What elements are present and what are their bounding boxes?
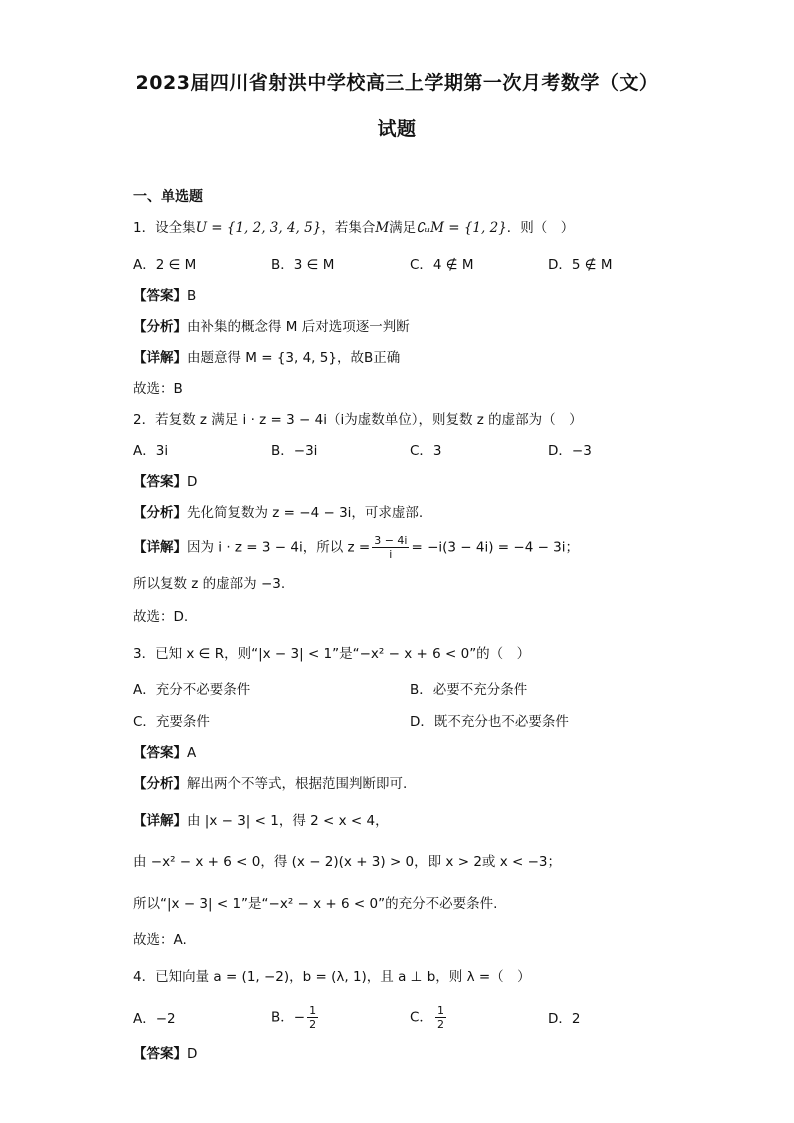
- q2-analysis: 【分析】先化简复数为 z = −4 − 3i，可求虚部.: [133, 505, 424, 521]
- q2-imaginary-part: 所以复数 z 的虚部为 −3.: [133, 576, 286, 592]
- q4-option-d: D．2: [548, 1011, 581, 1027]
- q3-detail-line2: 由 −x² − x + 6 < 0，得 (x − 2)(x + 3) > 0，即 x > 2或 x < −3；: [133, 854, 561, 870]
- q1-option-d: D．5 ∉ M: [548, 257, 613, 273]
- question-3-stem: 3．已知 x ∈ R，则“|x − 3| < 1”是“−x² − x + 6 < 0”的（ ）: [133, 646, 531, 662]
- q4-answer: 【答案】D: [133, 1046, 198, 1062]
- q1-answer: 【答案】B: [133, 288, 197, 304]
- question-1-stem: 1．设全集U = {1, 2, 3, 4, 5}，若集合M满足∁ᵤM = {1, 2}．则（ ）: [133, 220, 575, 236]
- q2-conclusion: 故选：D.: [133, 609, 189, 625]
- q1-option-c: C．4 ∉ M: [410, 257, 474, 273]
- q4-option-b-fraction: $\frac{1}{2}$: [309, 1004, 317, 1031]
- question-4-stem: 4．已知向量 a = (1, −2)，b = (λ, 1)，且 a ⊥ b，则 λ =（ ）: [133, 969, 531, 985]
- q1-conclusion: 故选：B: [133, 381, 183, 397]
- q4-option-c-fraction: $\frac{1}{2}$: [436, 1004, 444, 1031]
- q3-detail-line3: 所以“|x − 3| < 1”是“−x² − x + 6 < 0”的充分不必要条件.: [133, 896, 498, 912]
- q3-option-d: D．既不充分也不必要条件: [410, 714, 569, 730]
- q3-conclusion: 故选：A.: [133, 932, 187, 948]
- q2-option-d: D．−3: [548, 443, 592, 459]
- q1-option-b: B．3 ∈ M: [271, 257, 335, 273]
- q3-detail: 【详解】由 |x − 3| < 1，得 2 < x < 4，: [133, 813, 389, 829]
- q1-option-a: A．2 ∈ M: [133, 257, 197, 273]
- q3-option-b: B．必要不充分条件: [410, 682, 528, 698]
- q4-option-b: B．− $\frac{1}{2}$: [271, 1004, 317, 1031]
- document-title-line2: 试题: [377, 118, 417, 140]
- q1-analysis: 【分析】由补集的概念得 M 后对选项逐一判断: [133, 319, 410, 335]
- q2-option-c: C．3: [410, 443, 442, 459]
- q1-detail: 【详解】由题意得 M = {3, 4, 5}，故B正确: [133, 350, 401, 366]
- q2-option-a: A．3i: [133, 443, 169, 459]
- q3-option-c: C．充要条件: [133, 714, 210, 730]
- q2-answer: 【答案】D: [133, 474, 198, 490]
- q3-answer: 【答案】A: [133, 745, 197, 761]
- q4-option-c: C． $\frac{1}{2}$: [410, 1004, 444, 1031]
- section-heading: 一、单选题: [133, 189, 203, 205]
- q2-option-b: B．−3i: [271, 443, 318, 459]
- q2-detail: 【详解】因为 i · z = 3 − 4i，所以 z = $\frac{3 - 4i}{i}$ = −i(3 − 4i) = −4 − 3i；: [133, 534, 580, 561]
- q2-fraction: $\frac{3 - 4i}{i}$: [374, 534, 408, 561]
- q4-option-a: A．−2: [133, 1011, 176, 1027]
- question-2-stem: 2．若复数 z 满足 i · z = 3 − 4i（i为虚数单位），则复数 z 的虚部为（ ）: [133, 412, 583, 428]
- document-title: 2023届四川省射洪中学校高三上学期第一次月考数学（文）: [135, 72, 659, 94]
- q3-analysis: 【分析】解出两个不等式，根据范围判断即可.: [133, 776, 408, 792]
- q3-option-a: A．充分不必要条件: [133, 682, 251, 698]
